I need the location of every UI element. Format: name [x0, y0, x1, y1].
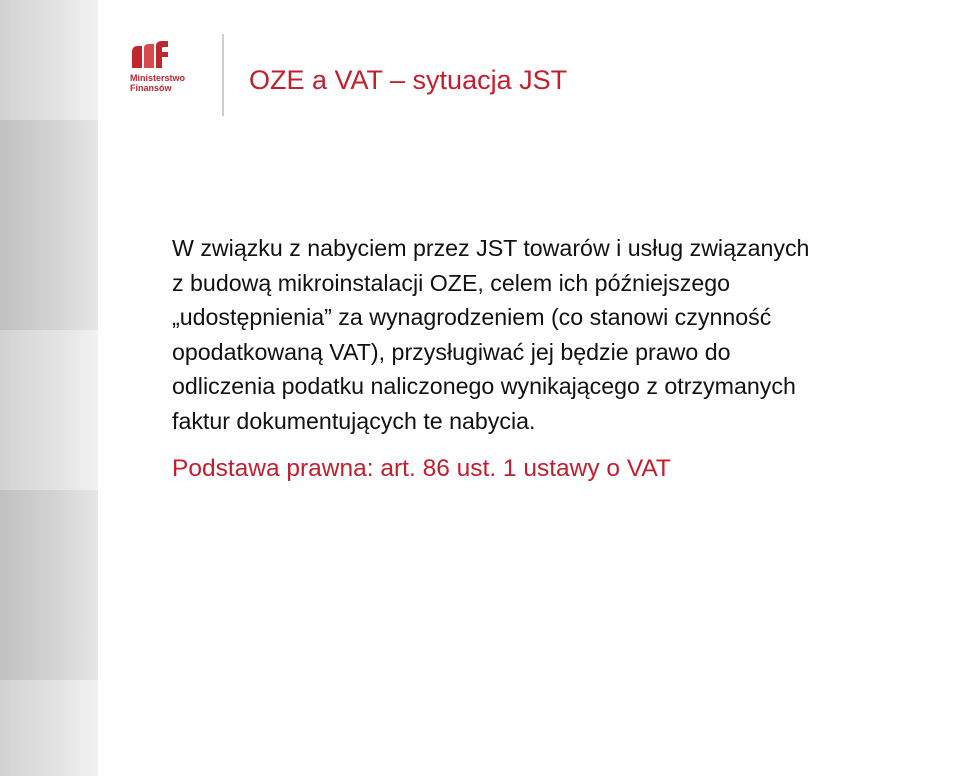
body-line: odliczenia podatku naliczonego wynikającego z otrzymanych — [172, 373, 796, 400]
slide-title: OZE a VAT – sytuacja JST — [249, 65, 568, 95]
body-line: „udostępnienia” za wynagrodzeniem (co stanowi czynność — [172, 304, 772, 331]
left-decorative-bar — [0, 0, 98, 776]
header-divider — [222, 34, 224, 116]
body-paragraph — [172, 231, 958, 439]
body-line: z budową mikroinstalacji OZE, celem ich późniejszego — [172, 269, 731, 296]
logo-text-ministry: Ministerstwo — [130, 73, 186, 83]
logo-text-finance: Finansów — [130, 83, 172, 93]
body-line: opodatkowaną VAT), przysługiwać jej będzie prawo do — [172, 338, 731, 365]
body-line: faktur dokumentujących te nabycia. — [172, 407, 536, 434]
legal-basis: Podstawa prawna: art. 86 ust. 1 ustawy o VAT — [172, 455, 671, 482]
body-line: W związku z nabyciem przez JST towarów i usług związanych — [172, 235, 810, 261]
